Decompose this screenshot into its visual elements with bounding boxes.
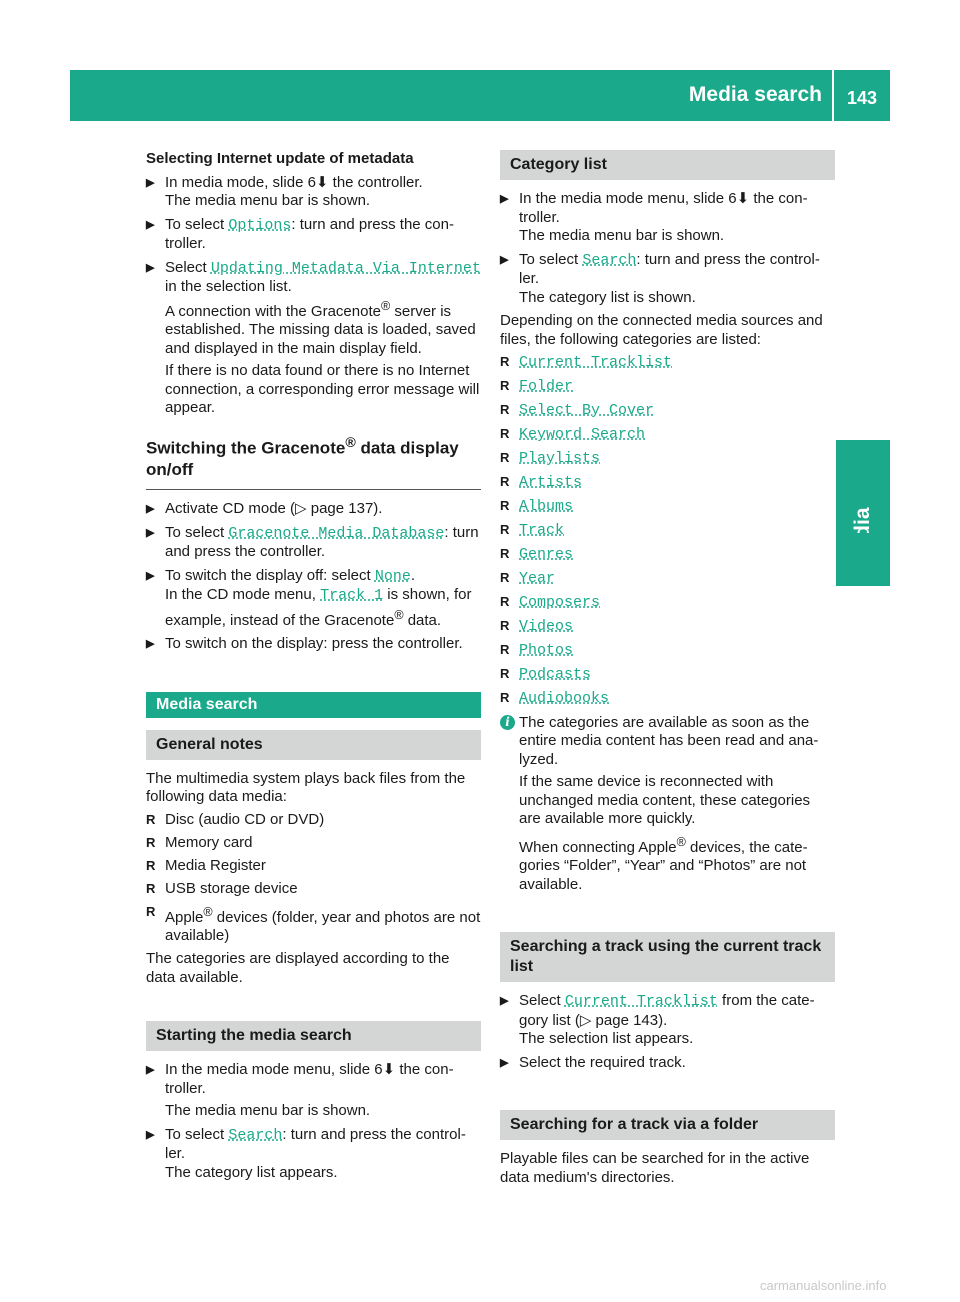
info-text: The categories are available as soon as the entire media content has been read and ana-lyzed. <box>519 713 819 768</box>
bullet-icon: R <box>500 354 510 369</box>
list-item-text: USB storage device <box>165 879 298 897</box>
step-result: The media menu bar is shown. <box>519 227 725 244</box>
instruction-step <box>500 251 835 308</box>
category-genres: Genres <box>519 546 574 563</box>
instruction-step <box>146 1061 481 1121</box>
category-item <box>500 377 835 397</box>
step-text: the con-troller. <box>519 190 808 226</box>
bullet-icon: R <box>500 594 510 609</box>
bullet-icon: R <box>500 426 510 441</box>
section-bar-general-notes: General notes <box>146 730 481 760</box>
category-item <box>500 401 835 421</box>
bullet-icon: R <box>500 522 510 537</box>
paragraph: The multimedia system plays back files from the following data media: <box>146 769 466 806</box>
bullet-icon: R <box>500 378 510 393</box>
instruction-step <box>146 500 481 519</box>
info-text-part: devices, the cate-gories “Folder”, “Year” and “Photos” are not available. <box>519 838 808 893</box>
category-item <box>500 497 835 517</box>
paragraph: The categories are displayed according to the data available. <box>146 950 450 986</box>
menu-item-search: Search <box>582 251 637 269</box>
category-select-by-cover: Select By Cover <box>519 402 655 419</box>
menu-item-track-1: Track 1 <box>320 587 384 605</box>
category-item <box>500 521 835 541</box>
controller-slide-icon: 6 <box>728 190 737 207</box>
section-bar-folder-search: Searching for a track via a folder <box>500 1110 835 1140</box>
step-result: A connection with the Gracenote <box>165 302 381 320</box>
step-text: To select <box>165 523 229 541</box>
category-folder: Folder <box>519 378 574 395</box>
category-artists: Artists <box>519 474 583 491</box>
section-marker <box>836 533 890 585</box>
menu-item-current-tracklist: Current Tracklist <box>564 993 718 1010</box>
registered-mark: ® <box>394 607 404 622</box>
info-text-part: When connecting Apple <box>519 838 677 856</box>
step-text: : turn and press the control-ler. <box>519 250 820 287</box>
bullet-icon: R <box>500 618 510 633</box>
controller-slide-icon: 6 <box>307 173 316 191</box>
category-item <box>500 665 835 685</box>
step-result: In the CD mode menu, <box>165 586 321 604</box>
step-arrow-icon: ▶ <box>146 503 155 516</box>
category-photos: Photos <box>519 642 574 659</box>
bullet-icon: R <box>500 690 510 705</box>
instruction-step <box>146 216 481 254</box>
bullet-icon: R <box>500 450 510 465</box>
category-item <box>500 545 835 565</box>
category-item <box>500 617 835 637</box>
category-item <box>500 569 835 589</box>
step-arrow-icon: ▶ <box>146 1128 155 1141</box>
category-item <box>500 449 835 469</box>
instruction-step <box>500 992 835 1049</box>
section-title-gracenote <box>146 432 481 491</box>
instruction-step <box>500 1054 835 1073</box>
step-result: The media menu bar is shown. <box>165 1102 371 1120</box>
menu-item-gracenote-db: Gracenote Media Database <box>228 524 445 542</box>
list-item <box>146 811 481 830</box>
controller-slide-icon: 6 <box>374 1061 383 1079</box>
info-icon: i <box>500 715 515 730</box>
bullet-icon: R <box>500 666 510 681</box>
step-arrow-icon: ▶ <box>500 193 509 205</box>
step-result: The category list appears. <box>165 1163 338 1181</box>
registered-mark: ® <box>380 298 391 313</box>
step-arrow-icon: ▶ <box>500 995 509 1007</box>
step-text: Select <box>165 258 211 276</box>
step-text: Activate CD mode (▷ page 137). <box>165 500 383 518</box>
step-arrow-icon: ▶ <box>146 218 155 231</box>
instruction-step <box>500 190 835 246</box>
instruction-step <box>146 259 481 418</box>
list-item-text: Media Register <box>165 856 266 874</box>
step-arrow-icon: ▶ <box>146 261 155 274</box>
bullet-icon: R <box>146 811 156 827</box>
bullet-icon: R <box>500 498 510 513</box>
category-item <box>500 353 835 373</box>
list-item <box>146 903 481 946</box>
list-item <box>146 834 481 853</box>
bullet-icon: R <box>146 880 156 896</box>
step-text: : turn and press the control-ler. <box>165 1125 466 1163</box>
section-title-text: data display on/off <box>146 438 459 480</box>
step-text: To switch the display off: select <box>165 566 375 584</box>
page-number: 143 <box>846 88 878 108</box>
instruction-step <box>146 174 481 211</box>
category-composers: Composers <box>519 594 601 611</box>
step-result: server is established. The missing data is loaded, saved and displayed in the main display field. <box>165 302 476 357</box>
instruction-step <box>146 524 481 562</box>
registered-mark: ® <box>203 904 213 919</box>
step-arrow-icon: ▶ <box>146 1064 155 1077</box>
info-text: If the same device is reconnected with unchanged media content, these categories are available more quickly. <box>519 773 811 827</box>
category-item <box>500 641 835 661</box>
section-bar-current-tracklist: Searching a track using the current track list <box>500 932 835 982</box>
category-playlists: Playlists <box>519 450 601 467</box>
list-item-text: Memory card <box>165 833 253 851</box>
registered-mark: ® <box>676 834 686 849</box>
section-bar-category-list: Category list <box>500 150 835 180</box>
step-text: In media mode, slide <box>165 173 308 191</box>
paragraph: Playable files can be searched for in the active data medium's directories. <box>500 1150 810 1186</box>
subheading-internet-update: Selecting Internet update of metadata <box>146 150 414 167</box>
category-podcasts: Podcasts <box>519 666 592 683</box>
slide-down-icon: ⬇ <box>736 190 750 207</box>
step-result: data. <box>403 611 442 629</box>
menu-item-options: Options <box>228 216 292 234</box>
paragraph: Depending on the connected media sources and files, the following categories are listed: <box>500 312 823 348</box>
step-text: To select <box>519 250 583 268</box>
category-audiobooks: Audiobooks <box>519 690 610 707</box>
info-note <box>500 714 835 895</box>
list-item-text: Apple <box>165 908 204 926</box>
step-result: The category list is shown. <box>519 288 696 306</box>
category-item <box>500 425 835 445</box>
category-item <box>500 689 835 709</box>
step-arrow-icon: ▶ <box>146 176 155 189</box>
step-arrow-icon: ▶ <box>146 638 155 651</box>
category-item <box>500 593 835 613</box>
step-result: The media menu bar is shown. <box>165 192 371 209</box>
category-current-tracklist: Current Tracklist <box>519 354 673 371</box>
step-arrow-icon: ▶ <box>500 253 509 266</box>
step-text: To switch on the display: press the controller. <box>165 635 463 653</box>
step-text: in the selection list. <box>165 278 292 295</box>
category-list <box>500 353 835 709</box>
category-videos: Videos <box>519 618 574 635</box>
step-text: the con-troller. <box>165 1061 454 1097</box>
slide-down-icon: ⬇ <box>315 173 329 191</box>
instruction-step <box>146 567 481 631</box>
registered-mark: ® <box>345 434 356 451</box>
step-text: To select <box>165 1125 229 1143</box>
menu-item-search: Search <box>228 1126 283 1144</box>
menu-item-none: None <box>374 567 411 585</box>
list-item <box>146 880 481 899</box>
section-title-text: Switching the Gracenote <box>146 438 346 458</box>
step-arrow-icon: ▶ <box>500 1056 509 1069</box>
instruction-step <box>146 635 481 654</box>
step-result: If there is no data found or there is no Internet connection, a corresponding error message will appear. <box>165 362 480 416</box>
list-item-text: Disc (audio CD or DVD) <box>165 810 325 828</box>
page-header <box>70 70 890 121</box>
page-title: Media search <box>688 83 822 106</box>
menu-item-updating-metadata: Updating Metadata Via Internet <box>210 259 481 277</box>
bullet-icon: R <box>500 570 510 585</box>
category-year: Year <box>519 570 556 587</box>
info-text <box>519 833 835 895</box>
list-item <box>146 857 481 876</box>
step-arrow-icon: ▶ <box>146 569 155 582</box>
bullet-icon: R <box>146 903 156 919</box>
category-keyword-search: Keyword Search <box>519 426 646 443</box>
category-track: Track <box>519 522 565 539</box>
left-column <box>146 150 481 1187</box>
section-bar-media-search: Media search <box>146 692 481 718</box>
step-text: In the media mode menu, slide <box>165 1061 375 1079</box>
bullet-icon: R <box>500 474 510 489</box>
bullet-icon: R <box>500 402 510 417</box>
step-text: : turn and press the con-troller. <box>165 215 454 252</box>
step-text: . <box>410 566 416 584</box>
bullet-icon: R <box>500 546 510 561</box>
category-item <box>500 473 835 493</box>
step-text: Select the required track. <box>519 1053 686 1071</box>
right-column <box>500 150 835 1191</box>
category-albums: Albums <box>519 498 574 515</box>
step-text: from the cate-gory list (▷ page 143). <box>519 992 815 1029</box>
instruction-step <box>146 1126 481 1183</box>
slide-down-icon: ⬇ <box>382 1061 396 1079</box>
step-result: is shown, for example, instead of the Gracenote <box>165 586 472 629</box>
step-result: The selection list appears. <box>519 1030 694 1047</box>
bullet-icon: R <box>146 857 156 873</box>
step-text: : turn and press the controller. <box>165 523 479 561</box>
step-arrow-icon: ▶ <box>146 526 155 539</box>
bullet-icon: R <box>146 834 156 850</box>
bullet-icon: R <box>500 642 510 657</box>
watermark: carmanualsonline.info <box>760 1278 887 1293</box>
step-text: To select <box>165 215 229 233</box>
section-bar-starting-search: Starting the media search <box>146 1021 481 1051</box>
step-text: Select <box>519 992 565 1009</box>
step-text: In the media mode menu, slide <box>519 190 729 207</box>
step-text: the controller. <box>328 173 423 191</box>
list-item-text: devices (folder, year and photos are not available) <box>165 908 481 945</box>
